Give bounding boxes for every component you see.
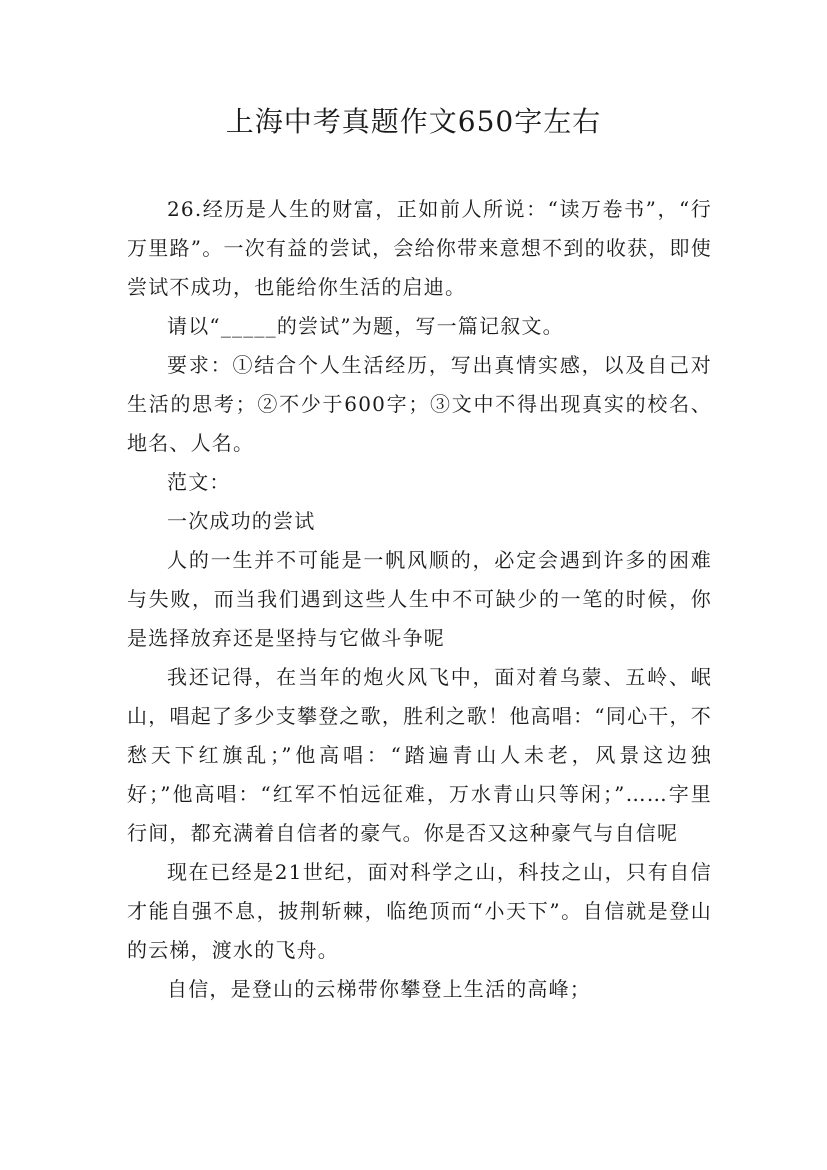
essay-paragraph: 人的一生并不可能是一帆风顺的，必定会遇到许多的困难与失败，而当我们遇到这些人生中不可缺少的一笔的时候，你是选择放弃还是坚持与它做斗争呢 [127, 548, 712, 650]
essay-paragraph: 自信，是登山的云梯带你攀登上生活的高峰； [167, 977, 591, 1001]
document-title: 上海中考真题作文650字左右 [225, 105, 602, 138]
prompt-requirements: 要求：①结合个人生活经历，写出真情实感，以及自己对生活的思考；②不少于600字；③文中不得出现真实的校名、地名、人名。 [127, 353, 712, 455]
essay-title: 一次成功的尝试 [167, 509, 316, 533]
document-body [127, 190, 712, 1009]
essay-paragraph: 现在已经是21世纪，面对科学之山，科技之山，只有自信才能自强不息，披荆斩棘，临绝顶而“小天下”。自信就是登山的云梯，渡水的飞舟。 [127, 860, 712, 962]
essay-paragraph: 我还记得，在当年的炮火风飞中，面对着乌蒙、五岭、岷山，唱起了多少支攀登之歌，胜利之歌！他高唱：“同心干，不愁天下红旗乱；”他高唱：“踏遍青山人未老，风景这边独好；”他高唱：“红军不怕远征难，万水青山只等闲；”……字里行间，都充满着自信者的豪气。你是否又这种豪气与自信呢 [127, 665, 712, 845]
prompt-paragraph: 26.经历是人生的财富，正如前人所说：“读万卷书”，“行万里路”。一次有益的尝试，会给你带来意想不到的收获，即使尝试不成功，也能给你生活的启迪。 [127, 197, 712, 299]
sample-label: 范文： [167, 470, 231, 494]
prompt-instruction: 请以“_____的尝试”为题，写一篇记叙文。 [167, 314, 564, 338]
